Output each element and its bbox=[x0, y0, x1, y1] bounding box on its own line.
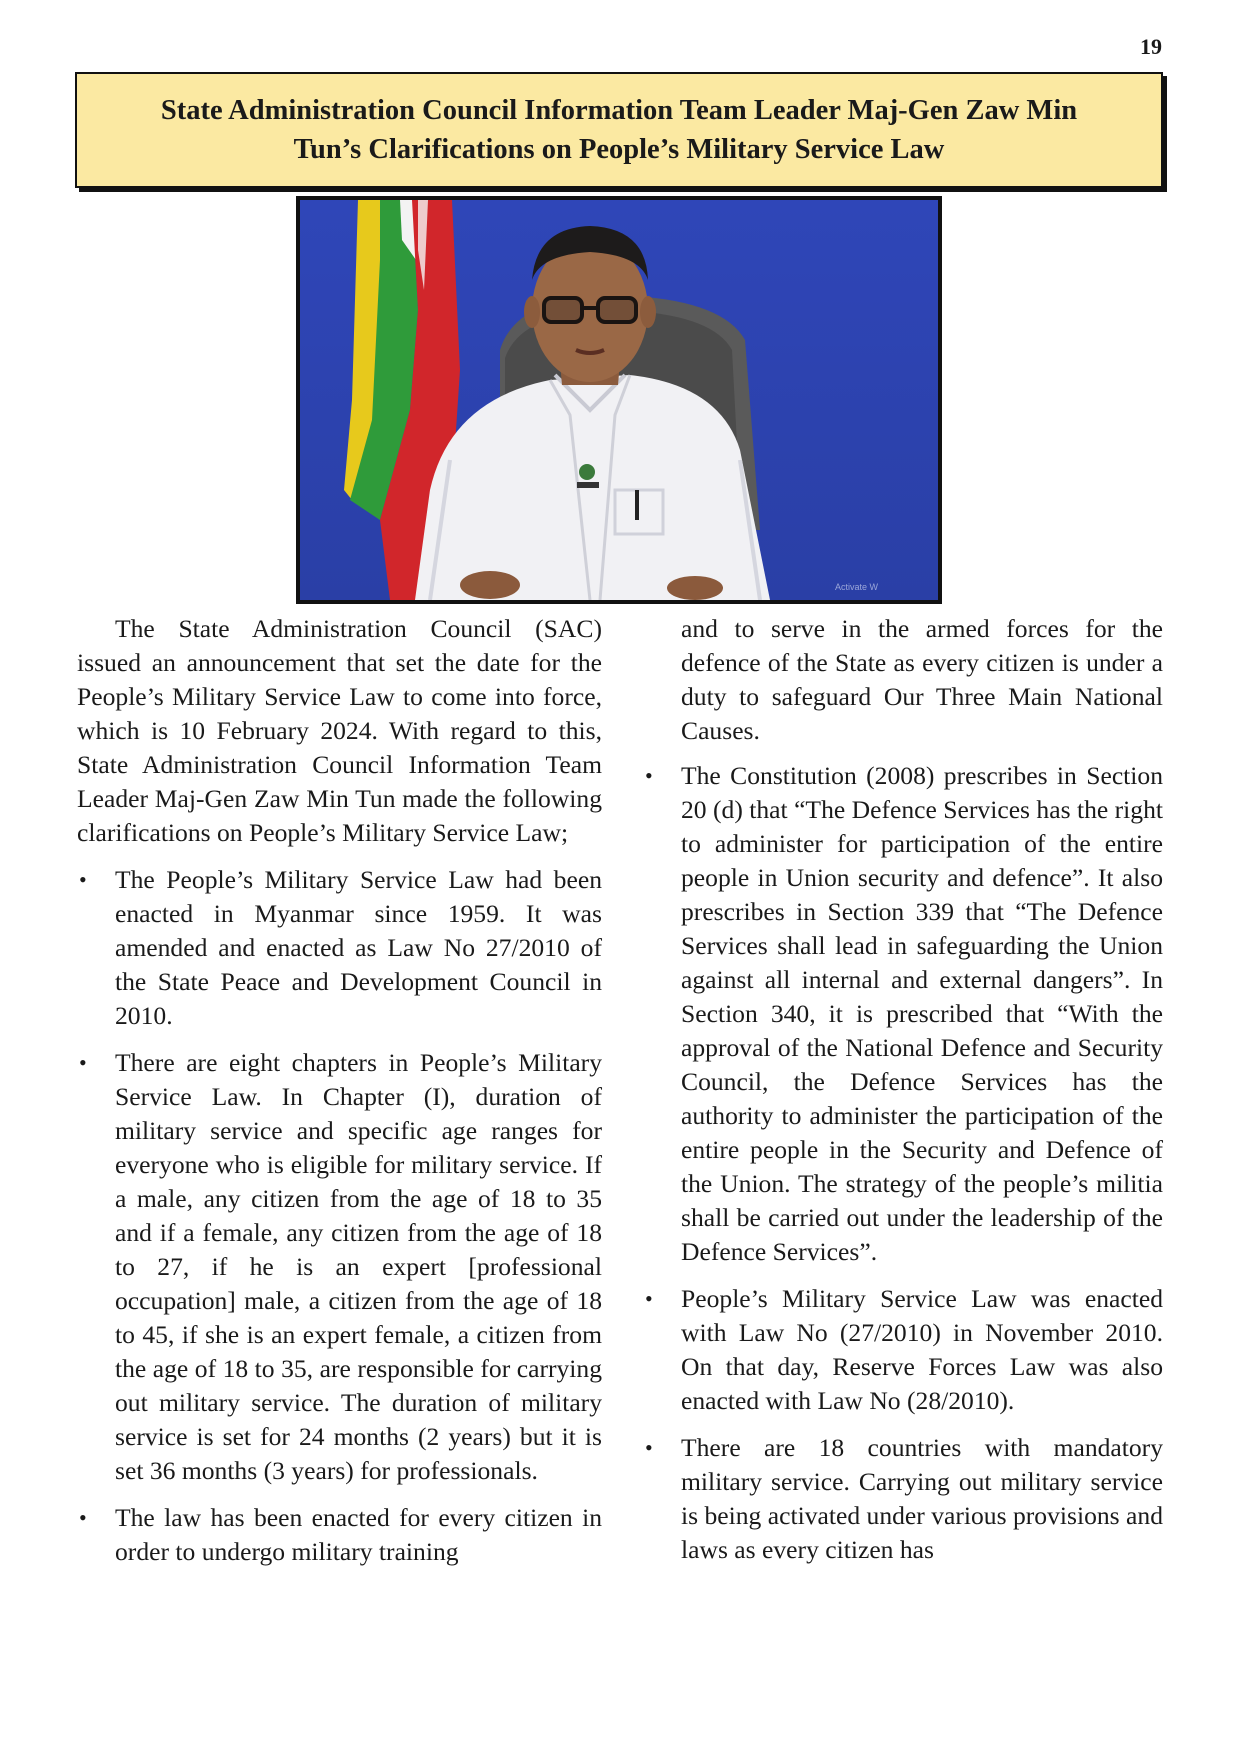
list-item-text: There are 18 countries with mandatory military service. Carrying out military service is being activated under various provisions and laws as every citizen has bbox=[681, 1433, 1163, 1564]
list-item-text: The Constitution (2008) prescribes in Section 20 (d) that “The Defence Services has the right to administer for participation of the entire people in Union security and defence”. It also prescribes in Section 339 that “The Defence Services shall lead in safeguarding the Union against all internal and external dangers”. In Section 340, it is prescribed that “With the approval of the National Defence and Security Council, the Defence Services has the authority to administer the participation of the entire people in the Security and Defence of the Union. The strategy of the people’s militia shall be carried out under the leadership of the Defence Services”. bbox=[681, 761, 1163, 1266]
bullet-icon: • bbox=[79, 867, 87, 892]
list-item-text: There are eight chapters in People’s Military Service Law. In Chapter (I), duration of military service and specific age ranges for everyone who is eligible for military service. If a male, any citizen from the age of 18 to 35 and if a female, any citizen from the age of 18 to 27, if he is an expert [professional occupation] male, a citizen from the age of 18 to 45, if she is an expert female, a citizen from the age of 18 to 35, are responsible for carrying out military service. The duration of military service is set for 24 months (2 years) but it is set 36 months (3 years) for professionals. bbox=[115, 1048, 602, 1485]
continuation-paragraph: and to serve in the armed forces for the defence of the State as every citizen is under a duty to safeguard Our Three Main National Causes. bbox=[681, 614, 1163, 745]
list-item-text: The People’s Military Service Law had been enacted in Myanmar since 1959. It was amended and enacted as Law No 27/2010 of the State Peace and Development Council in 2010. bbox=[115, 865, 602, 1030]
left-bullet-list bbox=[77, 863, 602, 1569]
title-line-2: Tun’s Clarifications on People’s Military Service Law bbox=[293, 134, 945, 165]
bullet-icon: • bbox=[645, 1435, 653, 1460]
list-item bbox=[643, 1431, 1163, 1567]
right-bullet-list bbox=[643, 759, 1163, 1567]
speaker-photo bbox=[296, 196, 942, 604]
title-line-1: State Administration Council Information Team Leader Maj-Gen Zaw Min bbox=[160, 95, 1078, 126]
list-item bbox=[77, 1046, 602, 1488]
list-item bbox=[77, 863, 602, 1033]
title-box bbox=[75, 72, 1163, 188]
list-item-text: The law has been enacted for every citizen in order to undergo military training bbox=[115, 1503, 602, 1566]
list-item-text: People’s Military Service Law was enacted with Law No (27/2010) in November 2010. On that day, Reserve Forces Law was also enacted with Law No (28/2010). bbox=[681, 1284, 1163, 1415]
bullet-icon: • bbox=[645, 763, 653, 788]
list-item bbox=[643, 1282, 1163, 1418]
page-number: 19 bbox=[1140, 34, 1162, 59]
list-item bbox=[643, 759, 1163, 1269]
bullet-icon: • bbox=[79, 1050, 87, 1075]
bullet-icon: • bbox=[79, 1505, 87, 1530]
left-column bbox=[77, 612, 602, 1569]
photo-watermark: Activate W bbox=[835, 582, 879, 592]
bullet-icon: • bbox=[645, 1286, 653, 1311]
right-column bbox=[643, 612, 1163, 1567]
intro-paragraph: The State Administration Council (SAC) issued an announcement that set the date for the People’s Military Service Law to come into force, which is 10 February 2024. With regard to this, State Administration Council Information Team Leader Maj-Gen Zaw Min Tun made the following clarifications on People’s Military Service Law; bbox=[77, 614, 602, 847]
list-item bbox=[77, 1501, 602, 1569]
